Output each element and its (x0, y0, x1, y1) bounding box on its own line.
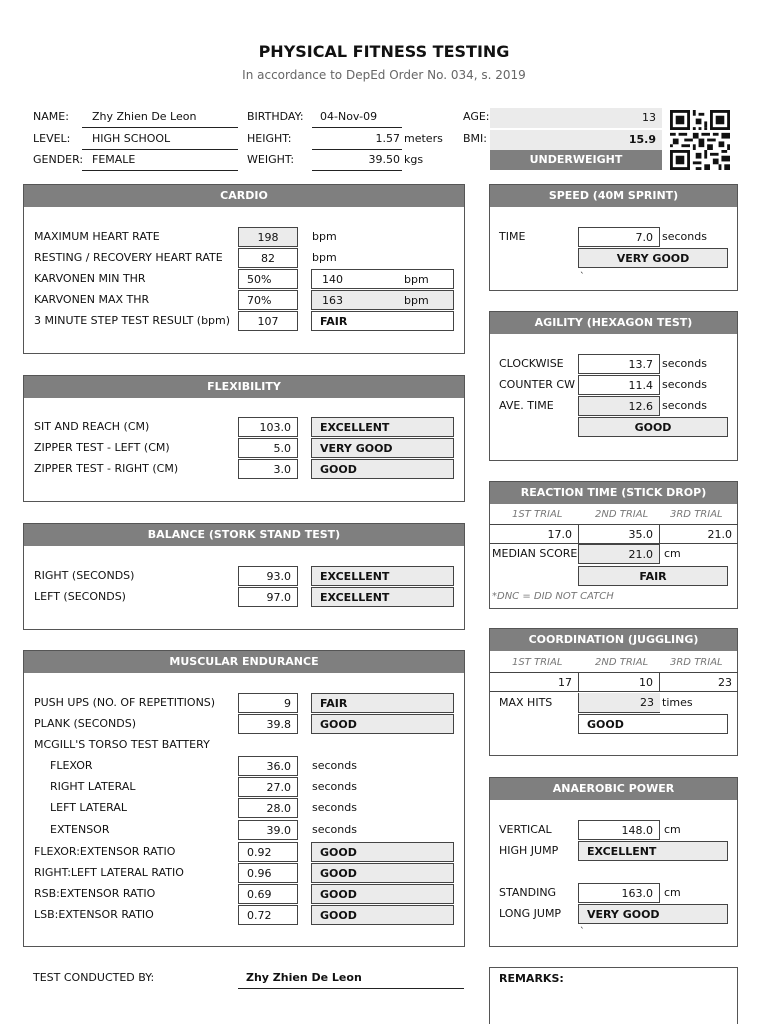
karvonen-max-label: KARVONEN MAX THR (34, 293, 150, 306)
agility-ave-unit: seconds (662, 399, 707, 412)
vertical-jump-rating: EXCELLENT (578, 841, 728, 861)
zipper-left-rating: VERY GOOD (311, 438, 454, 458)
agility-ccw-label: COUNTER CW (499, 378, 575, 391)
coordination-max-value: 23 (578, 693, 660, 713)
zipper-right-value: 3.0 (238, 459, 298, 479)
karvonen-max-value: 163 (322, 294, 343, 307)
reaction-note: *DNC = DID NOT CATCH (492, 591, 614, 602)
karvonen-min-percent: 50% (238, 269, 298, 289)
right-left-lateral-ratio-rating: GOOD (311, 863, 454, 883)
balance-right-value: 93.0 (238, 566, 298, 586)
page-title: PHYSICAL FITNESS TESTING (258, 42, 510, 61)
max-heart-rate-value: 198 (238, 227, 298, 247)
cardio-panel (23, 184, 465, 354)
mcgill-left-lateral-unit: seconds (312, 801, 357, 814)
coordination-trial3-value: 23 (660, 672, 738, 692)
agility-cw-unit: seconds (662, 357, 707, 370)
remarks-box[interactable] (489, 967, 738, 1024)
mcgill-extensor-value: 39.0 (238, 820, 298, 840)
vertical-jump-unit: cm (664, 823, 681, 836)
agility-ccw-value: 11.4 (578, 375, 660, 395)
coordination-trial1-label: 1ST TRIAL (512, 657, 563, 668)
muscular-endurance-panel (23, 650, 465, 947)
mcgill-flexor-value: 36.0 (238, 756, 298, 776)
balance-right-rating: EXCELLENT (311, 566, 454, 586)
reaction-trial3-label: 3RD TRIAL (670, 509, 723, 520)
vertical-jump-label-1: VERTICAL (499, 823, 552, 836)
birthday-label: BIRTHDAY: (247, 110, 304, 123)
step-test-value: 107 (238, 311, 298, 331)
coordination-max-label: MAX HITS (499, 696, 553, 709)
pushups-label: PUSH UPS (NO. OF REPETITIONS) (34, 696, 216, 709)
max-heart-rate-label: MAXIMUM HEART RATE (34, 230, 160, 243)
rsb-extensor-ratio-rating: GOOD (311, 884, 454, 904)
mcgill-right-lateral-label: RIGHT LATERAL (50, 780, 136, 793)
speed-time-unit: seconds (662, 230, 707, 243)
vertical-jump-value: 148.0 (578, 820, 660, 840)
mcgill-right-lateral-value: 27.0 (238, 777, 298, 797)
speed-header: SPEED (40M SPRINT) (490, 185, 737, 207)
remarks-label: REMARKS: (499, 972, 564, 985)
agility-cw-value: 13.7 (578, 354, 660, 374)
agility-panel (489, 311, 738, 461)
anaerobic-header: ANAEROBIC POWER (490, 778, 737, 800)
standing-jump-label-2: LONG JUMP (499, 907, 562, 920)
flexor-extensor-ratio-value: 0.92 (238, 842, 298, 862)
conducted-by-label: TEST CONDUCTED BY: (33, 971, 155, 984)
coordination-header: COORDINATION (JUGGLING) (490, 629, 737, 651)
balance-left-label: LEFT (SECONDS) (34, 590, 126, 603)
reaction-panel (489, 481, 738, 609)
karvonen-min-box (311, 269, 454, 289)
flexibility-panel (23, 375, 465, 502)
karvonen-min-unit: bpm (404, 273, 429, 286)
flexor-extensor-ratio-rating: GOOD (311, 842, 454, 862)
gender-value: FEMALE (82, 151, 238, 171)
height-label: HEIGHT: (247, 132, 292, 145)
page-subtitle: In accordance to DepEd Order No. 034, s. 2019 (242, 68, 526, 82)
mcgill-left-lateral-value: 28.0 (238, 798, 298, 818)
step-test-label: 3 MINUTE STEP TEST RESULT (bpm) (34, 314, 231, 327)
max-heart-rate-unit: bpm (312, 230, 337, 243)
sit-and-reach-rating: EXCELLENT (311, 417, 454, 437)
balance-left-rating: EXCELLENT (311, 587, 454, 607)
coordination-panel (489, 628, 738, 756)
weight-value: 39.50 (312, 151, 402, 171)
agility-ccw-unit: seconds (662, 378, 707, 391)
reaction-trial2-label: 2ND TRIAL (595, 509, 649, 520)
speed-rating: VERY GOOD (578, 248, 728, 268)
balance-panel (23, 523, 465, 630)
reaction-rating: FAIR (578, 566, 728, 586)
lsb-extensor-ratio-label: LSB:EXTENSOR RATIO (34, 908, 154, 921)
lsb-extensor-ratio-value: 0.72 (238, 905, 298, 925)
karvonen-min-label: KARVONEN MIN THR (34, 272, 146, 285)
balance-right-label: RIGHT (SECONDS) (34, 569, 135, 582)
reaction-trial1-label: 1ST TRIAL (512, 509, 563, 520)
gender-label: GENDER: (33, 153, 84, 166)
bmi-classification-badge: UNDERWEIGHT (490, 150, 662, 170)
agility-rating: GOOD (578, 417, 728, 437)
coordination-trial1-value: 17 (490, 672, 578, 692)
weight-unit: kgs (404, 153, 424, 166)
lsb-extensor-ratio-rating: GOOD (311, 905, 454, 925)
karvonen-max-percent: 70% (238, 290, 298, 310)
muscular-endurance-header: MUSCULAR ENDURANCE (24, 651, 464, 673)
mcgill-label: MCGILL'S TORSO TEST BATTERY (34, 738, 210, 751)
speed-mark: ` (580, 272, 585, 282)
zipper-left-label: ZIPPER TEST - LEFT (CM) (34, 441, 170, 454)
reaction-median-value: 21.0 (578, 544, 660, 564)
zipper-right-label: ZIPPER TEST - RIGHT (CM) (34, 462, 179, 475)
reaction-header: REACTION TIME (STICK DROP) (490, 482, 737, 504)
standing-jump-rating: VERY GOOD (578, 904, 728, 924)
standing-jump-value: 163.0 (578, 883, 660, 903)
vertical-jump-label-2: HIGH JUMP (499, 844, 559, 857)
balance-header: BALANCE (STORK STAND TEST) (24, 524, 464, 546)
agility-cw-label: CLOCKWISE (499, 357, 564, 370)
age-label: AGE: (463, 110, 490, 123)
name-label: NAME: (33, 110, 69, 123)
name-value: Zhy Zhien De Leon (82, 108, 238, 128)
rsb-extensor-ratio-label: RSB:EXTENSOR RATIO (34, 887, 156, 900)
zipper-right-rating: GOOD (311, 459, 454, 479)
anaerobic-panel (489, 777, 738, 947)
reaction-median-label: MEDIAN SCORE (492, 547, 578, 560)
karvonen-max-box (311, 290, 454, 310)
rsb-extensor-ratio-value: 0.69 (238, 884, 298, 904)
agility-header: AGILITY (HEXAGON TEST) (490, 312, 737, 334)
plank-rating: GOOD (311, 714, 454, 734)
mcgill-left-lateral-label: LEFT LATERAL (50, 801, 127, 814)
mcgill-extensor-unit: seconds (312, 823, 357, 836)
mcgill-right-lateral-unit: seconds (312, 780, 357, 793)
height-value: 1.57 (312, 130, 402, 150)
qr-code-icon (668, 110, 732, 170)
coordination-trial3-label: 3RD TRIAL (670, 657, 723, 668)
speed-time-label: TIME (499, 230, 526, 243)
anaerobic-mark: ` (580, 927, 585, 937)
sit-and-reach-value: 103.0 (238, 417, 298, 437)
conducted-by-value: Zhy Zhien De Leon (238, 969, 464, 989)
mcgill-flexor-label: FLEXOR (50, 759, 93, 772)
reaction-trial1-value: 17.0 (490, 524, 578, 544)
agility-ave-label: AVE. TIME (499, 399, 554, 412)
age-value: 13 (490, 108, 662, 128)
standing-jump-unit: cm (664, 886, 681, 899)
resting-heart-rate-label: RESTING / RECOVERY HEART RATE (34, 251, 223, 264)
flexor-extensor-ratio-label: FLEXOR:EXTENSOR RATIO (34, 845, 176, 858)
step-test-rating: FAIR (311, 311, 454, 331)
resting-heart-rate-value: 82 (238, 248, 298, 268)
coordination-trial2-value: 10 (578, 672, 660, 692)
level-value: HIGH SCHOOL (82, 130, 238, 150)
reaction-trial3-value: 21.0 (660, 524, 738, 544)
level-label: LEVEL: (33, 132, 71, 145)
coordination-rating: GOOD (578, 714, 728, 734)
plank-label: PLANK (SECONDS) (34, 717, 137, 730)
plank-value: 39.8 (238, 714, 298, 734)
right-left-lateral-ratio-value: 0.96 (238, 863, 298, 883)
height-unit: meters (404, 132, 443, 145)
bmi-value: 15.9 (490, 130, 662, 150)
karvonen-min-value: 140 (322, 273, 343, 286)
mcgill-extensor-label: EXTENSOR (50, 823, 110, 836)
speed-panel (489, 184, 738, 291)
birthday-value: 04-Nov-09 (312, 108, 402, 128)
karvonen-max-unit: bpm (404, 294, 429, 307)
resting-heart-rate-unit: bpm (312, 251, 337, 264)
reaction-trial2-value: 35.0 (578, 524, 660, 544)
balance-left-value: 97.0 (238, 587, 298, 607)
zipper-left-value: 5.0 (238, 438, 298, 458)
agility-ave-value: 12.6 (578, 396, 660, 416)
pushups-value: 9 (238, 693, 298, 713)
pushups-rating: FAIR (311, 693, 454, 713)
mcgill-flexor-unit: seconds (312, 759, 357, 772)
standing-jump-label-1: STANDING (499, 886, 557, 899)
flexibility-header: FLEXIBILITY (24, 376, 464, 398)
bmi-label: BMI: (463, 132, 487, 145)
speed-time-value: 7.0 (578, 227, 660, 247)
sit-and-reach-label: SIT AND REACH (CM) (34, 420, 150, 433)
reaction-median-unit: cm (664, 547, 681, 560)
weight-label: WEIGHT: (247, 153, 295, 166)
right-left-lateral-ratio-label: RIGHT:LEFT LATERAL RATIO (34, 866, 184, 879)
coordination-trial2-label: 2ND TRIAL (595, 657, 649, 668)
coordination-max-unit: times (662, 696, 693, 709)
cardio-header: CARDIO (24, 185, 464, 207)
